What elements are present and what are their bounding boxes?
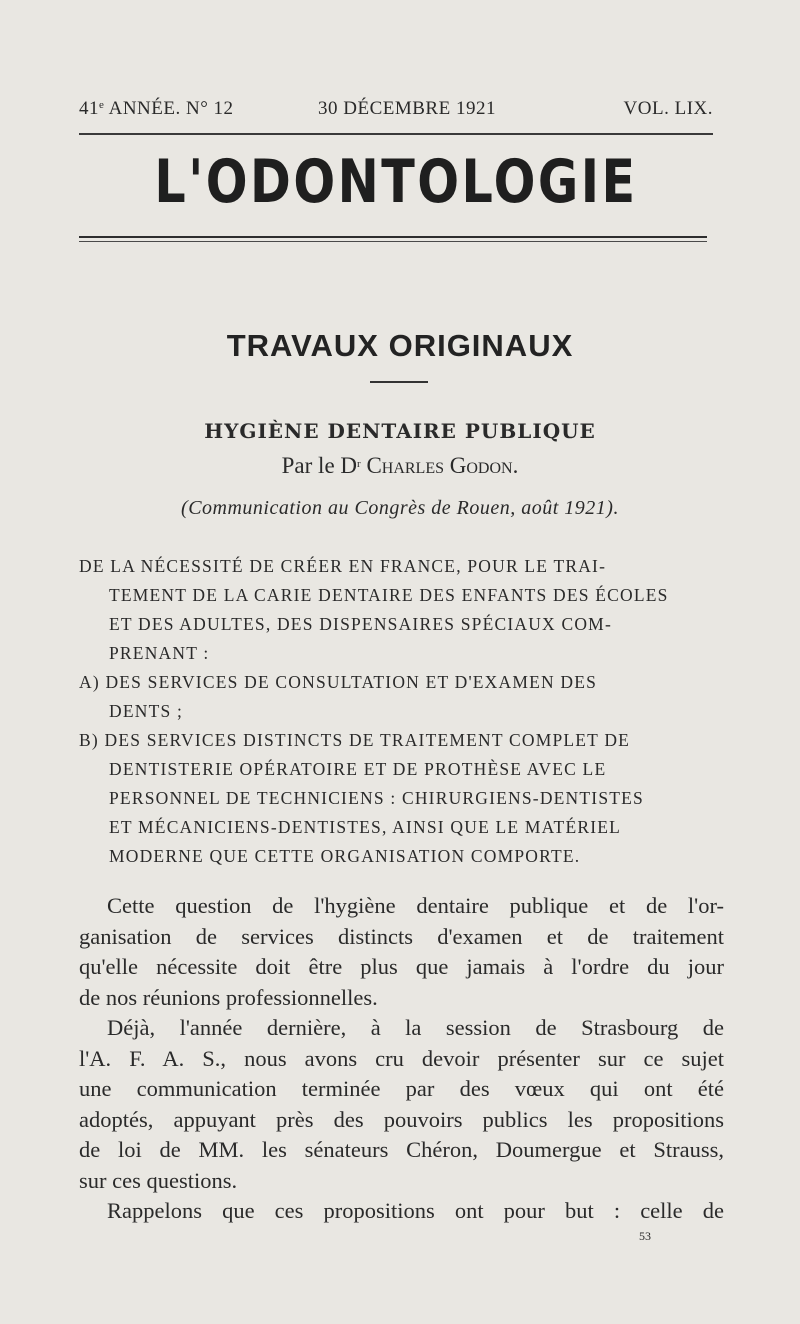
journal-title: L'ODONTOLOGIE	[154, 147, 638, 217]
title-rule-thin	[79, 241, 707, 242]
summary-line: DE LA NÉCESSITÉ DE CRÉER EN FRANCE, POUR LE TRAI-	[79, 556, 607, 576]
summary-line: PRENANT :	[109, 643, 210, 663]
text-line: l'A. F. A. S., nous avons cru devoir présenter sur ce sujet	[79, 1045, 724, 1071]
masthead-rule	[79, 133, 713, 135]
section-divider	[370, 381, 428, 383]
section-title: TRAVAUX ORIGINAUX	[226, 328, 574, 363]
summary-line: DENTS ;	[109, 701, 184, 721]
summary-line: A) DES SERVICES DE CONSULTATION ET D'EXAMEN DES	[79, 672, 598, 692]
text-line: Rappelons que ces propositions ont pour but : celle de	[107, 1198, 724, 1223]
issue-date: 30 DÉCEMBRE 1921	[318, 98, 496, 119]
issue-number: 41e ANNÉE. N° 12	[79, 98, 234, 119]
text-line: adoptés, appuyant près des pouvoirs publics les propositions	[79, 1106, 724, 1132]
summary-line: DENTISTERIE OPÉRATOIRE ET DE PROTHÈSE AVEC LE	[109, 759, 607, 779]
title-rule-thick	[79, 236, 707, 238]
text-line: une communication terminée par des vœux qui ont été	[79, 1076, 724, 1101]
summary-line: B) DES SERVICES DISTINCTS DE TRAITEMENT COMPLET DE	[79, 730, 631, 750]
text-line: Déjà, l'année dernière, à la session de Strasbourg de	[107, 1015, 724, 1040]
article-title: HYGIÈNE DENTAIRE PUBLIQUE	[204, 419, 596, 443]
text-line: Cette question de l'hygiène dentaire publique et de l'or-	[107, 893, 724, 918]
summary-line: TEMENT DE LA CARIE DENTAIRE DES ENFANTS DES ÉCOLES	[109, 585, 669, 605]
summary-line: PERSONNEL DE TECHNICIENS : CHIRURGIENS-DENTISTES	[109, 788, 644, 808]
paragraph-2	[79, 1013, 724, 1196]
summary-line: MODERNE QUE CETTE ORGANISATION COMPORTE.	[109, 846, 581, 866]
article-author: Par le $D^r$ Charles Godon.	[281, 453, 519, 478]
text-line: de nos réunions professionnelles.	[79, 984, 378, 1010]
summary-line: ET MÉCANICIENS-DENTISTES, AINSI QUE LE MATÉRIEL	[109, 817, 622, 837]
summary-line: ET DES ADULTES, DES DISPENSAIRES SPÉCIAUX COM-	[109, 614, 612, 634]
paragraph-3	[79, 1196, 724, 1227]
masthead	[79, 98, 713, 126]
text-line: de loi de MM. les sénateurs Chéron, Doumergue et Strauss,	[79, 1137, 724, 1162]
paragraph-1	[79, 891, 724, 1013]
volume-number: VOL. LIX.	[623, 98, 713, 119]
text-line: ganisation de services distincts d'examen et de traitement	[79, 923, 724, 949]
text-line: sur ces questions.	[79, 1167, 238, 1193]
text-line: qu'elle nécessite doit être plus que jamais à l'ordre du jour	[79, 954, 724, 979]
page-number: 53	[639, 1229, 651, 1243]
article-communication-note: (Communication au Congrès de Rouen, août 1921).	[181, 497, 619, 519]
